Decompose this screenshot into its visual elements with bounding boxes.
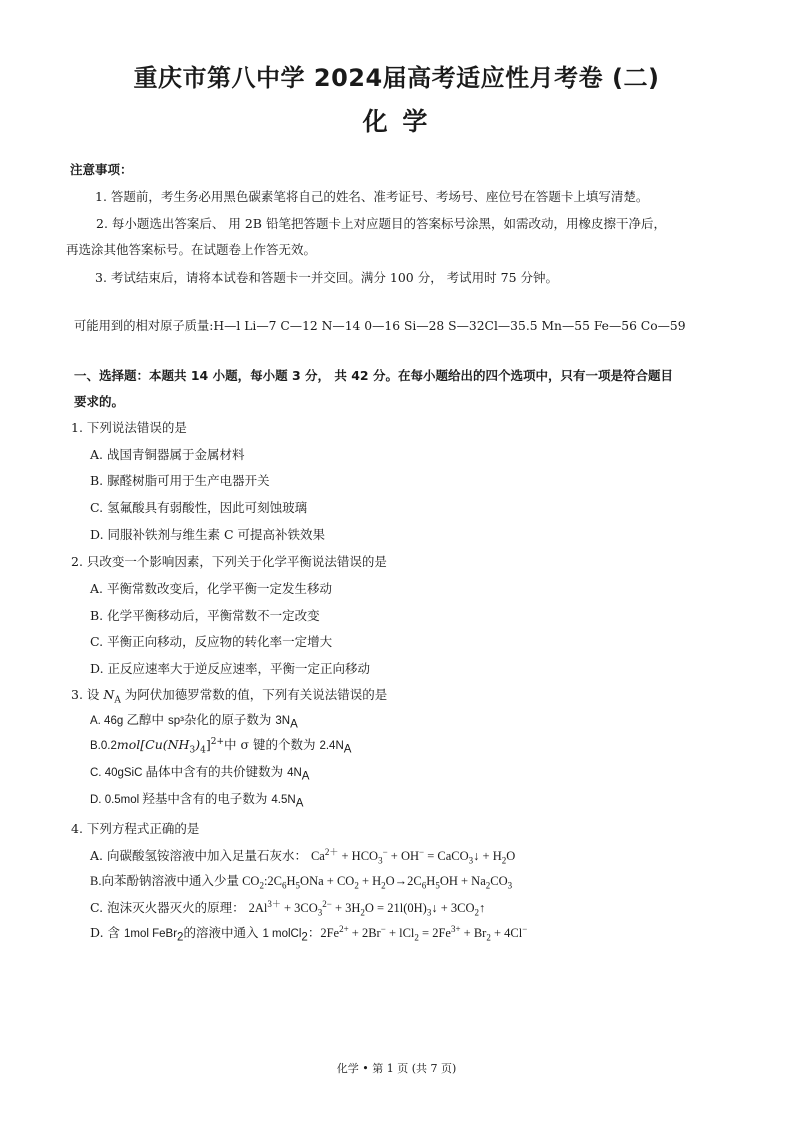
question-3-stem-prefix: 3. 设 bbox=[71, 687, 104, 702]
notice-heading: 注意事项： bbox=[70, 162, 133, 177]
option-subscript: A bbox=[301, 770, 310, 783]
option-text: C. 40gSiC bbox=[90, 767, 146, 779]
page-footer: 化学 • 第 1 页 (共 7 页) bbox=[336, 1062, 457, 1075]
question-2-option-d: D. 正反应速率大于逆反应速率，平衡一定正向移动 bbox=[90, 661, 371, 676]
option-text: 4.5N bbox=[271, 794, 296, 806]
atomic-masses: 可能用到的相对原子质量:H—l Li—7 C—12 N—14 0—16 Si—28 S—32Cl—35.5 Mn—55 Fe—56 Co—59 bbox=[74, 319, 686, 333]
option-subscript: 2 bbox=[177, 931, 184, 944]
option-text: 2.4N bbox=[319, 740, 344, 752]
option-text: D. 含 bbox=[90, 925, 124, 940]
option-text: ] bbox=[205, 737, 211, 752]
option-text: B.0.2 bbox=[90, 740, 117, 752]
na-symbol: N bbox=[103, 687, 115, 702]
equation: $Ca^{2+} + HCO_3^- + OH^-$ = CaCO$_3$↓ + $H_2O$ bbox=[310, 847, 516, 866]
question-3-stem bbox=[71, 685, 387, 706]
option-text: 中 σ 键的个数为 bbox=[224, 737, 320, 752]
option-subscript: 4 bbox=[200, 745, 206, 756]
option-text: D. 0.5mol bbox=[90, 794, 143, 806]
option-text: A. 46g bbox=[90, 715, 127, 727]
option-text: 3N bbox=[275, 715, 291, 727]
option-text: mol bbox=[116, 737, 141, 752]
option-text: 4N bbox=[287, 767, 302, 779]
question-4-option-b bbox=[90, 871, 512, 891]
option-subscript: A bbox=[295, 797, 304, 810]
na-subscript: A bbox=[114, 695, 121, 706]
question-4-option-c bbox=[90, 897, 485, 918]
notice-item-3: 3. 考试结束后，请将本试卷和答题卡一并交回。满分 100 分， 考试用时 75 分钟。 bbox=[95, 270, 559, 285]
option-subscript: A bbox=[290, 718, 298, 731]
question-3-option-a bbox=[90, 710, 298, 731]
question-4-option-d bbox=[90, 923, 527, 944]
option-subscript: 3 bbox=[189, 745, 196, 756]
question-4-option-a bbox=[90, 845, 515, 866]
equation: ：$2Fe^{2+} + 2Br^- + lCl_2 = 2Fe^{3+} + Br_2 + 4Cl^-$ bbox=[307, 923, 528, 943]
section-heading: 一、选择题：本题共 14 小题，每小题 3 分， 共 42 分。在每小题给出的四个选项中，只有一项是符合题目 bbox=[74, 368, 673, 383]
question-3-option-c bbox=[90, 762, 309, 783]
option-text: 杂化的原子数为 bbox=[183, 712, 276, 727]
question-3-option-d bbox=[90, 789, 303, 810]
option-text: 乙醇中 bbox=[126, 712, 168, 727]
notice-item-2: 2. 每小题选出答案后、 用 2B 铅笔把答题卡上对应题目的答案标号涂黑，如需改动，用橡皮擦干净后， bbox=[96, 216, 666, 231]
option-superscript: 2+ bbox=[210, 736, 224, 747]
subject-title: 化 学 bbox=[362, 107, 431, 136]
question-2-option-a: A. 平衡常数改变后，化学平衡一定发生移动 bbox=[90, 581, 332, 596]
question-1-option-d: D. 同服补铁剂与维生素 C 可提高补铁效果 bbox=[90, 527, 326, 542]
option-text: 羟基中含有的电子数为 bbox=[142, 791, 272, 806]
equation: $2Al^{3+} + 3CO_3^{2-} + 3H_2O$ = $21l(0H)_3↓$ + $3CO_2↑$ bbox=[248, 899, 486, 918]
option-text: sp³ bbox=[167, 715, 184, 727]
option-text: ) bbox=[195, 737, 201, 752]
question-2-option-c: C. 平衡正向移动，反应物的转化率一定增大 bbox=[90, 634, 333, 649]
option-text: C. 泡沫灭火器灭火的原理： bbox=[90, 900, 245, 916]
question-1-stem: 1. 下列说法错误的是 bbox=[71, 420, 187, 435]
option-text: 1 molCl bbox=[262, 928, 302, 940]
option-subscript: 2 bbox=[301, 931, 308, 944]
exam-title: 重庆市第八中学 2024届高考适应性月考卷 (二) bbox=[133, 64, 660, 92]
question-3-stem-suffix: 为阿伏加德罗常数的值，下列有关说法错误的是 bbox=[120, 687, 388, 702]
question-1-option-b: B. 脲醛树脂可用于生产电器开关 bbox=[90, 473, 270, 488]
question-2-option-b: B. 化学平衡移动后，平衡常数不一定改变 bbox=[90, 608, 320, 623]
question-3-option-b bbox=[90, 735, 351, 756]
option-subscript: A bbox=[343, 743, 352, 756]
option-text: A. 向碳酸氢铵溶液中加入足量石灰水： bbox=[90, 848, 307, 864]
question-1-option-c: C. 氢氟酸具有弱酸性，因此可刻蚀玻璃 bbox=[90, 500, 308, 515]
equation: B.向苯酚钠溶液中通入少量 $CO_2:2C_6H_5ONa + CO_2 + H_2O\to 2C_6H_5OH + Na_2CO_3$ bbox=[90, 874, 513, 891]
option-text: 的溶液中通入 bbox=[183, 925, 263, 940]
notice-item-2-cont: 再选涂其他答案标号。在试题卷上作答无效。 bbox=[66, 242, 317, 257]
option-text: 1mol FeBr bbox=[124, 928, 178, 940]
notice-item-1: 1. 答题前，考生务必用黑色碳素笔将自己的姓名、准考证号、考场号、座位号在答题卡上填写清楚。 bbox=[95, 189, 649, 204]
question-4-stem: 4. 下列方程式正确的是 bbox=[71, 821, 200, 836]
question-2-stem: 2. 只改变一个影响因素，下列关于化学平衡说法错误的是 bbox=[71, 554, 387, 569]
section-heading-cont: 要求的。 bbox=[74, 394, 125, 409]
question-1-option-a: A. 战国青铜器属于金属材料 bbox=[90, 447, 245, 462]
option-text: [Cu(NH bbox=[140, 737, 190, 752]
option-text: 晶体中含有的共价键数为 bbox=[145, 764, 288, 779]
